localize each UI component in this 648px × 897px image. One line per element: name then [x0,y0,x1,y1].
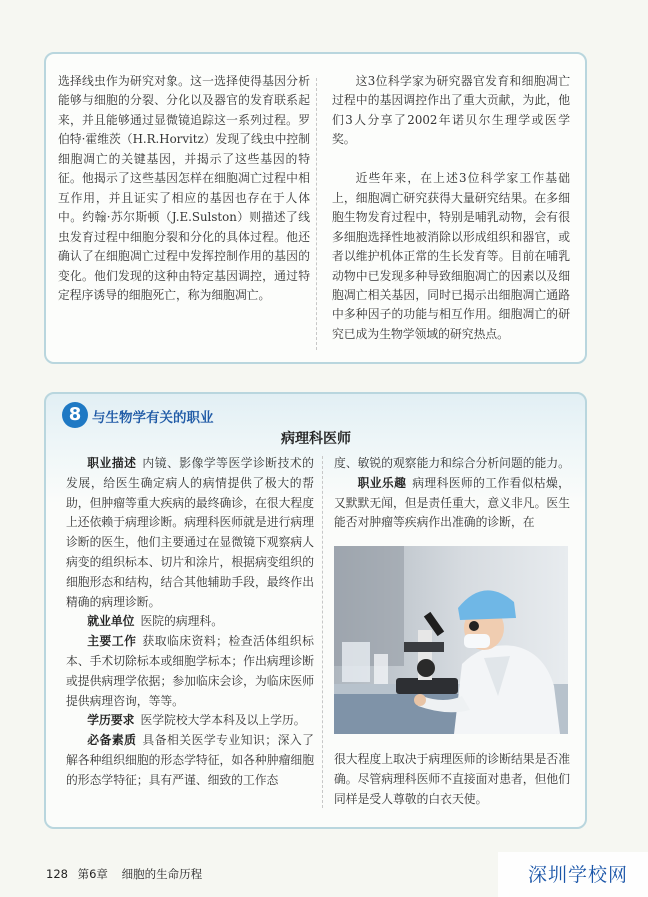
career-item [66,711,314,731]
career-item [66,731,314,790]
page-footer [46,866,202,882]
career-item-text: 具备相关医学专业知识；深入了解各种组织细胞的形态学特征，如各种肿瘤细胞的形态学特征；具有严谨、细致的工作态 [66,733,314,787]
column-divider [316,78,317,350]
reading-left-column [58,72,310,305]
career-left-column [66,454,314,791]
career-item-label: 职业描述 [87,456,137,470]
career-item-text-continued: 很大程度上取决于病理医师的诊断结果是否准确。尽管病理科医师不直接面对患者，但他们同样是受人尊敬的白衣天使。 [334,752,570,806]
reading-right-column [332,72,570,344]
career-item-text: 病理科医师的工作看似枯燥，又默默无闻，但是责任重大，意义非凡。医生能否对肿瘤等疾病作出准确的诊断，在 [334,475,570,530]
pathologist-illustration [334,546,568,734]
job-title: 病理科医师 [281,431,351,447]
career-item-label: 学历要求 [87,713,135,728]
reading-paragraph: 近些年来，在上述3位科学家工作基础上，细胞凋亡研究获得大量研究结果。在多细胞生物发育过程中，特别是哺乳动物，会有很多细胞选择性地被消除以形成组织和器官，或者以维护机体正常的生长发育等。目前在哺乳动物中已发现多种导致细胞凋亡的因素以及细胞凋亡相关基因，同时已揭示出细胞凋亡通路中多种因子的功能与相互作用。细胞凋亡的研究已成为生物学领域的研究热点。 [332,171,570,341]
page-number: 128 [46,867,68,881]
career-item [66,612,314,632]
career-item-text: 获取临床资料；检查活体组织标本、手术切除标本或细胞学标本；作出病理诊断或提供病理学依据；参加临床会诊，为临床医师提供病理咨询，等等。 [66,634,314,708]
career-item-text: 医学院校大学本科及以上学历。 [140,713,306,728]
watermark-text: 深圳学校网 [528,864,629,886]
career-item [334,474,570,533]
reading-paragraph: 这3位科学家为研究器官发育和细胞凋亡过程中的基因调控作出了重大贡献，为此，他们3人分享了2002年诺贝尔生理学或医学奖。 [332,74,570,147]
career-item-text: 医院的病理科。 [140,614,224,629]
watermark [498,852,648,897]
column-divider [322,456,323,808]
career-item-label: 就业单位 [87,614,135,629]
reading-paragraph: 选择线虫作为研究对象。这一选择使得基因分析能够与细胞的分裂、分化以及器官的发育联系起来，并且能够通过显微镜追踪这一系列过程。罗伯特·霍维茨（H.R.Horvitz）发现了线虫中控制细胞凋亡的关键基因，并揭示了这些基因的特征。他揭示了这些基因怎样在细胞凋亡过程中相互作用，并且证实了相应的基因也存在于人体中。约翰·苏尔斯顿（J.E.Sulston）则描述了线虫发育过程中细胞分裂和分化的具体过程。他还确认了在细胞凋亡过程中发挥控制作用的基因的变化。他们发现的这种由特定基因调控，通过特定程序诱导的细胞死亡，称为细胞凋亡。 [58,74,310,302]
pathologist-photo [334,546,568,734]
career-item-label: 必备素质 [87,733,137,748]
career-item-label: 职业乐趣 [357,475,407,490]
career-item [66,454,314,612]
chapter-title: 细胞的生命历程 [121,867,203,881]
chapter-number: 第6章 [77,867,108,881]
career-continuation: 度、敏锐的观察能力和综合分析问题的能力。 [334,456,570,470]
career-item-text: 内镜、影像学等医学诊断技术的发展，给医生确定病人的病情提供了极大的帮助，但肿瘤等重大疾病的最终确诊，在很大程度上还依赖于病理诊断。病理科医师就是进行病理诊断的医生，他们主要通过在显微镜下观察病人病变的组织标本、切片和涂片，根据病变组织的细胞形态和结构，结合其他辅助手段，最终作出精确的病理诊断。 [66,456,314,609]
career-right-bottom [334,750,570,809]
career-right-column [334,454,570,533]
section-number-badge: 8 [62,402,88,428]
career-item [66,632,314,711]
section-title: 与生物学有关的职业 [92,410,214,426]
career-item-label: 主要工作 [87,634,137,649]
